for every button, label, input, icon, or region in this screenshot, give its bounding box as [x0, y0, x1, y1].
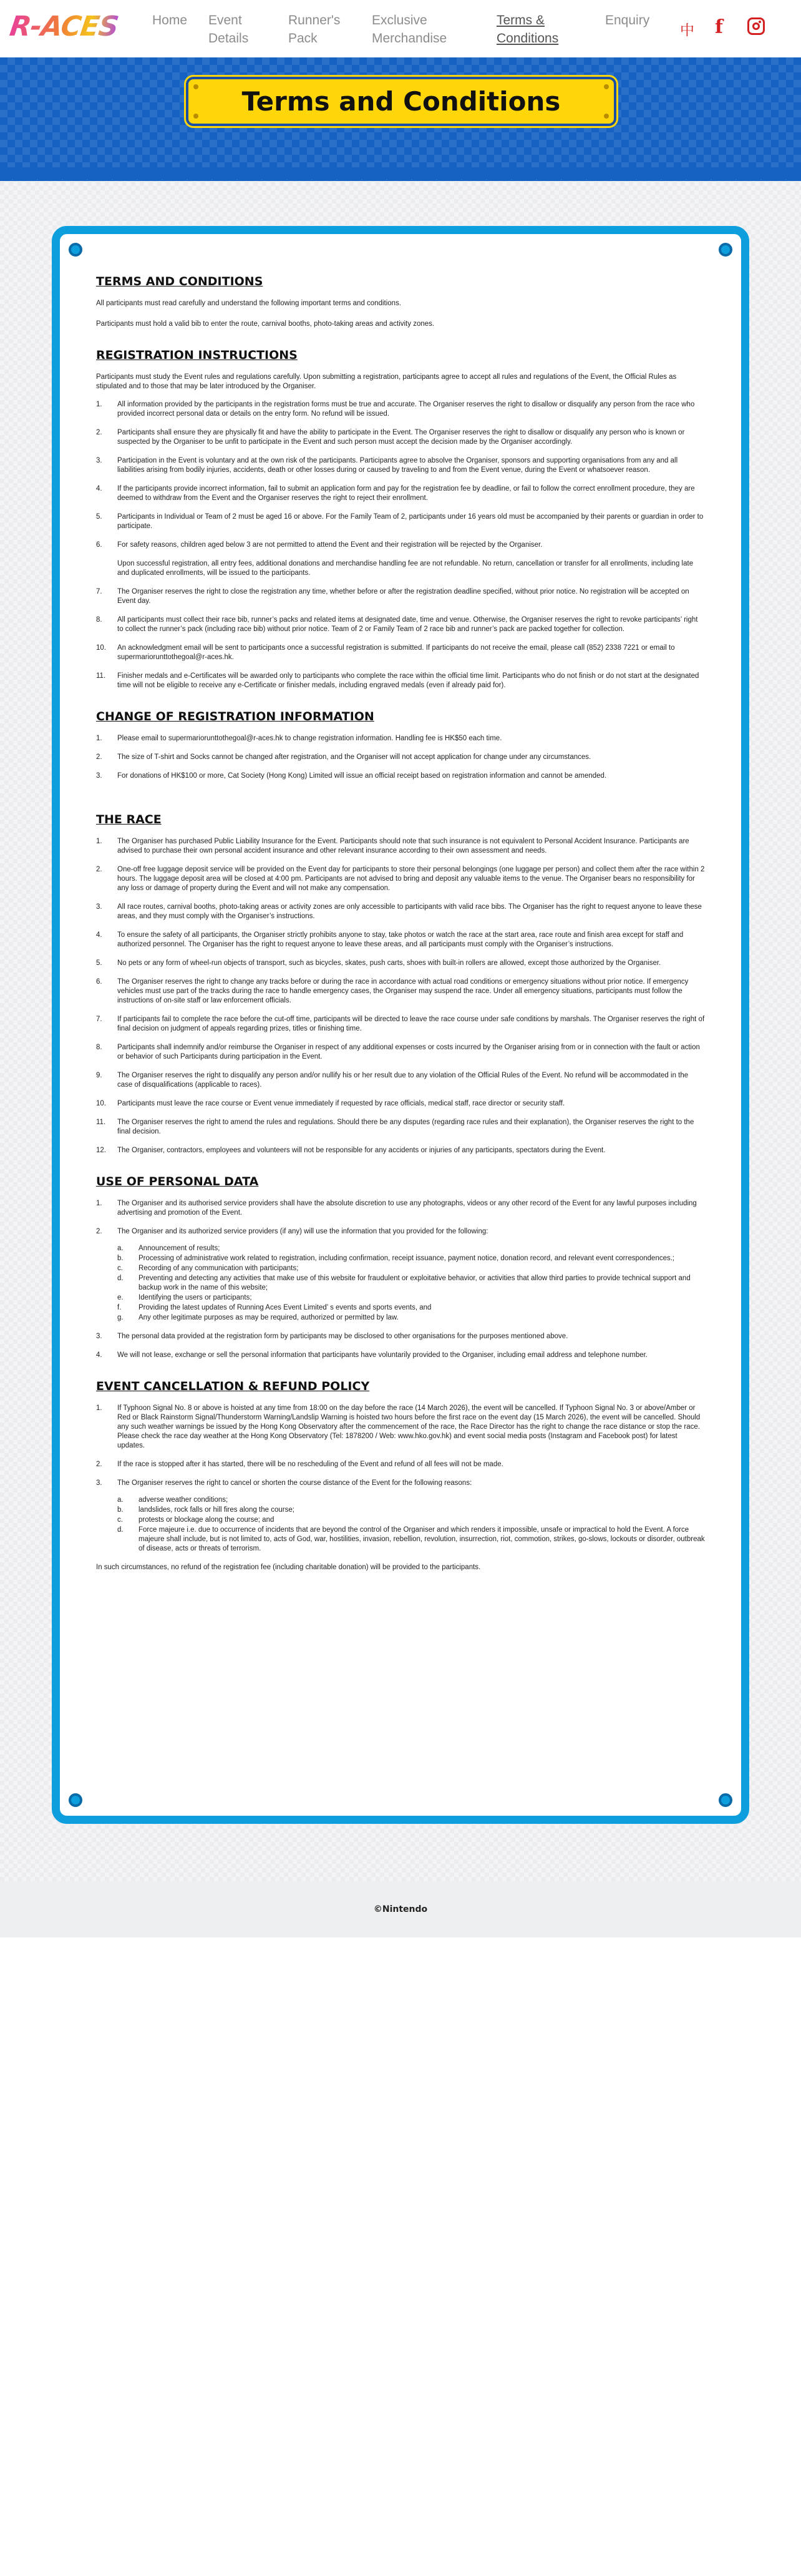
nav-runners-pack[interactable]: Runner's Pack: [288, 13, 341, 46]
list-letter: b.: [117, 1255, 124, 1262]
list-text: If the participants provide incorrect information, fail to submit an application form and pay for the registration fee by deadline, or fail to follow the correct enrollment procedure, they are deemed to withdraw from the Event and the Organiser reserves the right to reject their enrollment.: [117, 485, 695, 502]
plate-rivet: [193, 114, 198, 119]
cancellation-sublist: [117, 1496, 705, 1554]
list-number: 9.: [96, 1072, 102, 1079]
list-item: [96, 672, 705, 690]
list-item: [96, 1404, 705, 1451]
section-title: EVENT CANCELLATION & REFUND POLICY: [96, 1379, 370, 1393]
copyright-text: ©Nintendo: [373, 1904, 428, 1914]
list-item: [96, 512, 705, 531]
list-item: [96, 931, 705, 949]
nav-exclusive-merchandise[interactable]: Exclusive Merchandise: [372, 13, 447, 46]
list-number: 3.: [96, 1479, 102, 1487]
list-number: 2.: [96, 429, 102, 436]
list-text: The personal data provided at the registration form by participants may be disclosed to other organisations for the purposes mentioned above.: [117, 1333, 568, 1340]
list-item: [96, 753, 705, 762]
personal-data-list: [96, 1199, 705, 1360]
list-text: The Organiser reserves the right to disqualify any person and/or nullify his or her result due to any violation of the Official Rules of the Event. No refund will be accommodated in the case of disqualifications (applicable to races).: [117, 1072, 689, 1089]
list-text: protests or blockage along the course; and: [138, 1516, 274, 1524]
list-text: The Organiser reserves the right to change any tracks before or during the race in accordance with actual road conditions or emergency situations without prior notice. If emergency vehicles must use part of the tracks during the race to handle emergency cases, the Organiser may suspend the race. Under all emergency situations, participants must follow the instructions of on-site staff or law enforcement officials.: [117, 978, 689, 1004]
sub-list-item: [117, 1496, 705, 1505]
list-text: All information provided by the participants in the registration forms must be true and accurate. The Organiser reserves the right to disallow or disqualify any person from the race who provided incorrect personal data or details on the entry form. No refund will be issued.: [117, 401, 695, 418]
sub-list-item: [117, 1244, 705, 1253]
list-letter: c.: [117, 1516, 123, 1524]
title-plate: [186, 77, 616, 126]
list-text: If the race is stopped after it has started, there will be no rescheduling of the Event and refund of all fees will not be made.: [117, 1461, 503, 1468]
site-header: [0, 0, 801, 57]
list-item: [96, 559, 705, 578]
list-text: The Organiser has purchased Public Liability Insurance for the Event. Participants should note that such insurance is not equivalent to Personal Accident Insurance. Participants are advised to purchase their own personal accident insurance and other relevant insurance according to their own assessment and needs.: [117, 838, 689, 855]
list-item: [96, 1071, 705, 1090]
list-number: 5.: [96, 959, 102, 967]
change-list: [96, 734, 705, 781]
list-number: 4.: [96, 485, 102, 492]
list-number: 4.: [96, 1351, 102, 1359]
sub-list-item: [117, 1264, 705, 1273]
section-title: TERMS AND CONDITIONS: [96, 275, 263, 288]
list-number: 10.: [96, 1100, 106, 1107]
sub-list-item: [117, 1526, 705, 1554]
nav-terms-conditions[interactable]: Terms & Conditions: [497, 13, 559, 46]
list-number: 3.: [96, 1333, 102, 1340]
list-text: For donations of HK$100 or more, Cat Society (Hong Kong) Limited will issue an official receipt based on registration information and cannot be amended.: [117, 772, 607, 780]
list-item: [96, 1351, 705, 1360]
nav-home[interactable]: Home: [152, 13, 188, 27]
sub-list-item: [117, 1254, 705, 1263]
list-text: The Organiser reserves the right to amend the rules and regulations. Should there be any disputes (regarding race rules and their explanation), the Organiser reserves the right to the final decision.: [117, 1119, 694, 1135]
list-item: [96, 1460, 705, 1469]
list-item: [96, 428, 705, 447]
list-text: We will not lease, exchange or sell the personal information that participants have voluntarily provided to the Organiser, including email address and telephone number.: [117, 1351, 648, 1359]
list-text: All race routes, carnival booths, photo-taking areas or activity zones are only accessible to participants with valid race bibs. The Organiser has the right to request anyone to leave these areas, and they must comply with the Organiser’s instructions.: [117, 903, 702, 920]
list-item: [96, 734, 705, 743]
paragraph: Participants must study the Event rules and regulations carefully. Upon submitting a registration, participants agree to accept all rules and regulations of the Event, the Official Rules as stipulated and to those that may be later introduced by the Organiser.: [96, 373, 677, 390]
page-blank-tail: [0, 1937, 801, 2576]
list-number: 2.: [96, 866, 102, 873]
paragraph: In such circumstances, no refund of the registration fee (including charitable donation) will be provided to the participants.: [96, 1564, 481, 1571]
list-text: Providing the latest updates of Running Aces Event Limited’ s events and sports events, and: [138, 1304, 432, 1311]
terms-document: [96, 274, 705, 1572]
list-item: [96, 1118, 705, 1137]
section-cancellation: [96, 1379, 705, 1572]
paragraph: Participants must hold a valid bib to enter the route, carnival booths, photo-taking areas and activity zones.: [96, 320, 435, 328]
list-text: The Organiser and its authorised service providers shall have the absolute discretion to use any photographs, videos or any other record of the Event for any lawful purposes including advertising and promotion of the Event.: [117, 1200, 697, 1217]
list-number: 3.: [96, 772, 102, 780]
plate-rivet: [604, 84, 609, 89]
list-text: Preventing and detecting any activities that make use of this website for fraudulent or exploitative behavior, or activities that allow third parties to provide technical support and backup work in the name of this website;: [138, 1275, 691, 1291]
card-rivet: [719, 243, 732, 257]
list-text: adverse weather conditions;: [138, 1496, 228, 1504]
list-number: 8.: [96, 1044, 102, 1051]
list-text: Recording of any communication with participants;: [138, 1265, 299, 1272]
list-text: If Typhoon Signal No. 8 or above is hoisted at any time from 18:00 on the day before the race (14 March 2026), the event will be cancelled. If Typhoon Signal No. 3 or above/Amber or Red or Black Rainstorm Signal/Thunderstorm Warning/Landslip Warning is hoisted two hours before the first race on the event day (15 March 2026), the event will be cancelled. Should any such weather warnings be issued by the Hong Kong Observatory after the commencement of the race, the Race Director has the right to change the race distance or stop the race. Please check the race day weather at the Hong Kong Observatory (Tel: 1878200 / Web: www.hko.gov.hk) and event social media posts (Instagram and Facebook post) for latest updates.: [117, 1404, 701, 1449]
list-letter: d.: [117, 1275, 124, 1282]
list-item: [96, 1146, 705, 1155]
section-title: CHANGE OF REGISTRATION INFORMATION: [96, 710, 374, 723]
list-item: [96, 865, 705, 893]
list-item: [96, 837, 705, 856]
list-text: Force majeure i.e. due to occurrence of incidents that are beyond the control of the Organiser and which renders it impossible, unsafe or impractical to hold the Event. A force majeure shall include, but is not limited to, acts of God, war, hostilities, invasion, rebellion, revolution, insurrection, riot, commotion, strikes, go-slows, lockouts or disorder, outbreak of disease, acts or threats of terrorism.: [138, 1526, 705, 1552]
race-list: [96, 837, 705, 1155]
list-text: Participation in the Event is voluntary and at the own risk of the participants. Participants agree to absolve the Organiser, sponsors and supporting organisations from any and all liabilities arising from bodily injuries, accidents, death or other losses during or caused by traveling to and from the Event venue, during the Event or whatsoever reason.: [117, 457, 678, 474]
sub-list-item: [117, 1516, 705, 1525]
banner-zigzag-edge: [0, 167, 801, 181]
list-number: 1.: [96, 735, 102, 742]
page-title: Terms and Conditions: [241, 86, 561, 117]
list-item: [96, 484, 705, 503]
sub-list-item: [117, 1313, 705, 1323]
list-text: Processing of administrative work related to registration, including confirmation, receipt issuance, payment notice, donation record, and relevant event correspondences.;: [138, 1255, 675, 1262]
list-number: 11.: [96, 1119, 106, 1126]
list-item: [96, 1015, 705, 1034]
list-item: [96, 1043, 705, 1062]
section-title: REGISTRATION INSTRUCTIONS: [96, 348, 298, 362]
plate-rivet: [193, 84, 198, 89]
list-number: 1.: [96, 1200, 102, 1207]
list-item: [96, 1227, 705, 1323]
page-banner: [0, 57, 801, 169]
section-title: USE OF PERSONAL DATA: [96, 1175, 259, 1188]
card-rivet: [69, 243, 82, 257]
list-text: Upon successful registration, all entry fees, additional donations and merchandise handling fee are not refundable. No return, cancellation or transfer for all enrollments, including late and duplicated enrollments, will be issued to the participants.: [117, 560, 694, 577]
list-item: [96, 456, 705, 475]
list-number: 2.: [96, 1461, 102, 1468]
card-rivet: [719, 1793, 732, 1807]
instagram-icon[interactable]: [747, 17, 765, 35]
list-letter: d.: [117, 1526, 124, 1534]
list-text: An acknowledgment email will be sent to participants once a successful registration is submitted. If participants do not receive the email, please call (852) 2338 7221 or email to supermariorunttothegoal@r-aces.hk.: [117, 644, 675, 661]
list-text: For safety reasons, children aged below 3 are not permitted to attend the Event and their registration will be rejected by the Organiser.: [117, 541, 543, 549]
section-personal-data: [96, 1174, 705, 1360]
list-number: 12.: [96, 1147, 106, 1154]
nav-event-details[interactable]: Event Details: [208, 13, 249, 46]
list-number: 4.: [96, 931, 102, 939]
list-number: 1.: [96, 401, 102, 408]
list-text: Participants shall ensure they are physically fit and have the ability to participate in the Event. The Organiser reserves the right to disallow or disqualify any person who is known or suspected by the Organiser to be unfit to participate in the Event and such person must accept the decision made by the Organiser accordingly.: [117, 429, 685, 446]
list-text: Finisher medals and e-Certificates will be awarded only to participants who complete the race within the official time limit. Participants who do not finish or do not start at the designated time will not be eligible to receive any e-Certificate or finisher medals, including engraved medals (even if already paid for).: [117, 672, 699, 689]
list-item: [96, 400, 705, 419]
list-number: 6.: [96, 541, 102, 549]
card-rivet: [69, 1793, 82, 1807]
list-text: If participants fail to complete the race before the cut-off time, participants will be directed to leave the race course under safe conditions by marshals. The Organiser reserves the right of final decision on judgment of appeals regarding prizes, titles or finishing time.: [117, 1016, 705, 1032]
paragraph: All participants must read carefully and understand the following important terms and conditions.: [96, 300, 402, 307]
list-text: Any other legitimate purposes as may be required, authorized or permitted by law.: [138, 1314, 399, 1321]
list-text: Please email to supermariorunttothegoal@r-aces.hk to change registration information. Handling fee is HK$50 each time.: [117, 735, 502, 742]
list-item: [96, 903, 705, 921]
list-number: 11.: [96, 672, 106, 680]
list-item: [96, 644, 705, 662]
list-number: 6.: [96, 978, 102, 986]
list-letter: c.: [117, 1265, 123, 1272]
list-number: 3.: [96, 903, 102, 911]
site-footer: [0, 1881, 801, 1937]
list-text: Participants must leave the race course or Event venue immediately if requested by race officials, medical staff, race director or security staff.: [117, 1100, 565, 1107]
sub-list-item: [117, 1303, 705, 1313]
list-text: The Organiser and its authorized service providers (if any) will use the information that you provided for the following:: [117, 1228, 488, 1235]
list-number: 1.: [96, 838, 102, 845]
section-registration: [96, 348, 705, 690]
list-text: One-off free luggage deposit service will be provided on the Event day for participants to store their personal belongings (one luggage per person) and collect them after the race within 2 hours. The luggage deposit area will be closed at 4:00 pm. Participants are not advised to bring and deposit any valuable items to the venue. The Organiser bears no responsibility for any loss or damage of property during the Event and will not make any compensation.: [117, 866, 705, 892]
language-switch-icon[interactable]: 中: [680, 22, 694, 39]
section-title: THE RACE: [96, 813, 162, 826]
list-item: [96, 1332, 705, 1341]
list-number: 10.: [96, 644, 106, 652]
section-change-registration: [96, 709, 705, 781]
list-number: 8.: [96, 616, 102, 624]
list-item: [96, 1479, 705, 1554]
list-letter: a.: [117, 1496, 124, 1504]
list-number: 7.: [96, 1016, 102, 1023]
list-letter: f.: [117, 1304, 122, 1311]
sub-list-item: [117, 1274, 705, 1293]
facebook-icon[interactable]: f: [715, 16, 723, 38]
list-item: [96, 977, 705, 1006]
list-number: 1.: [96, 1404, 102, 1412]
list-letter: b.: [117, 1506, 124, 1514]
list-text: Identifying the users or participants;: [138, 1294, 252, 1301]
terms-card: [52, 226, 749, 1824]
personal-data-sublist: [117, 1244, 705, 1323]
list-number: 7.: [96, 588, 102, 595]
list-text: All participants must collect their race bib, runner’s packs and related items at designated date, time and venue. Otherwise, the Organiser reserves the right to revoke participants’ right to collect the runner’s pack (including race bib) without prior notice. Team of 2 or Family Team of 2 race bib and runner’s pack are packed together for collection.: [117, 616, 698, 633]
list-text: The Organiser, contractors, employees and volunteers will not be responsible for any accidents or injuries of any participants, spectators during the Event.: [117, 1147, 606, 1154]
plate-rivet: [604, 114, 609, 119]
list-number: 2.: [96, 753, 102, 761]
list-letter: a.: [117, 1245, 124, 1252]
list-number: 3.: [96, 457, 102, 464]
list-text: The Organiser reserves the right to cancel or shorten the course distance of the Event for the following reasons:: [117, 1479, 472, 1487]
list-item: [96, 615, 705, 634]
list-letter: g.: [117, 1314, 124, 1321]
site-logo[interactable]: R-ACES: [7, 11, 120, 42]
list-item: [96, 587, 705, 606]
list-number: 2.: [96, 1228, 102, 1235]
list-item: [96, 959, 705, 968]
list-text: The size of T-shirt and Socks cannot be changed after registration, and the Organiser will not accept application for change under any circumstances.: [117, 753, 591, 761]
list-item: [96, 1199, 705, 1218]
list-letter: e.: [117, 1294, 124, 1301]
list-number: 5.: [96, 513, 102, 521]
list-item: [96, 771, 705, 781]
list-text: Participants shall indemnify and/or reimburse the Organiser in respect of any additional expenses or costs incurred by the Organiser arising from or in connection with the fault or action or behavior of such Participants during participation in the Event.: [117, 1044, 700, 1060]
list-text: No pets or any form of wheel-run objects of transport, such as bicycles, skates, push carts, shoes with built-in rollers are allowed, except those authorized by the Organiser.: [117, 959, 661, 967]
section-the-race: [96, 812, 705, 1155]
content-area: [0, 169, 801, 1881]
registration-list: [96, 400, 705, 690]
section-terms: [96, 274, 705, 329]
nav-enquiry[interactable]: Enquiry: [605, 13, 650, 27]
list-text: Participants in Individual or Team of 2 must be aged 16 or above. For the Family Team of 2, participants under 16 years old must be accompanied by their parents or guardian in order to participate.: [117, 513, 704, 530]
cancellation-list: [96, 1404, 705, 1554]
list-text: landslides, rock falls or hill fires along the course;: [138, 1506, 294, 1514]
list-text: To ensure the safety of all participants, the Organiser strictly prohibits anyone to stay, take photos or watch the race at the start area, race route and finish area except for staff and authorized personnel. The Organiser has the right to request anyone to leave these areas, and all participants must comply with the Organiser’s instructions.: [117, 931, 684, 948]
list-text: Announcement of results;: [138, 1245, 220, 1252]
list-item: [96, 1099, 705, 1109]
list-text: The Organiser reserves the right to close the registration any time, whether before or after the registration deadline specified, without prior notice. No registration will be accepted on Event day.: [117, 588, 689, 605]
sub-list-item: [117, 1506, 705, 1515]
sub-list-item: [117, 1293, 705, 1303]
list-item: [96, 541, 705, 550]
